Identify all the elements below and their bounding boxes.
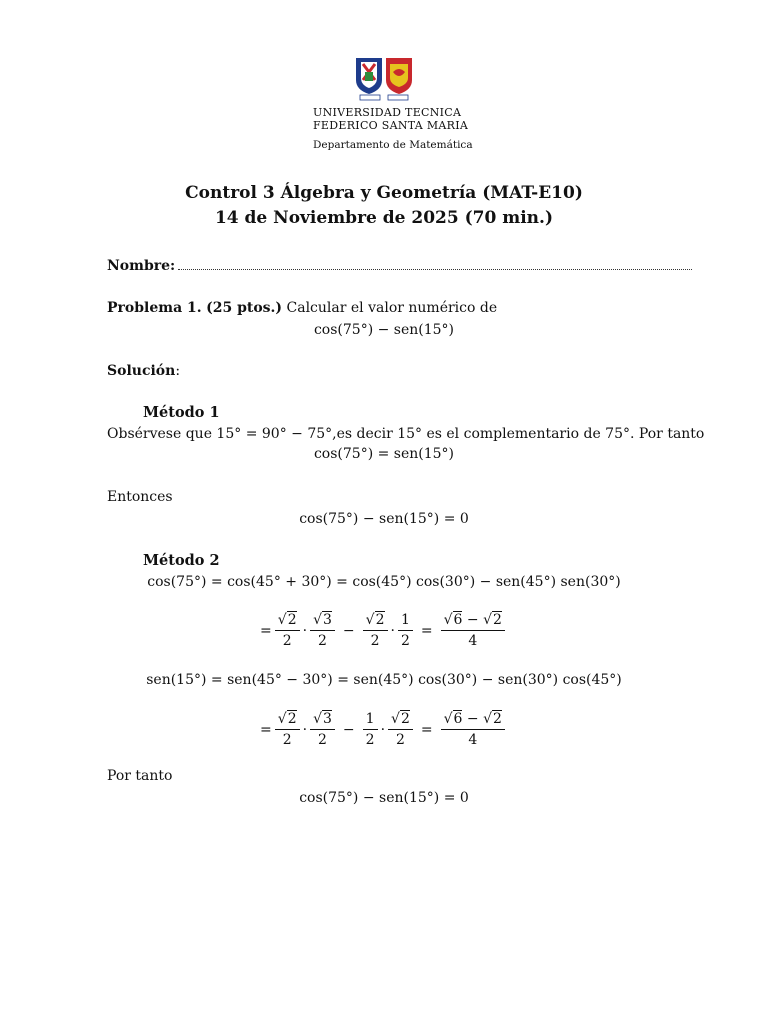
equals-sign: = xyxy=(260,721,272,738)
numerator: 3 xyxy=(323,612,332,628)
problem-points: (25 ptos.) xyxy=(206,300,283,316)
result-fraction: $\frac{√6 - √2}{4}$ xyxy=(441,711,505,748)
denominator: 4 xyxy=(468,633,478,649)
numerator: 3 xyxy=(323,711,332,727)
fraction: $\frac{√3}{2}$ xyxy=(310,711,335,748)
department-name: Departamento de Matemática xyxy=(313,139,473,151)
method1-title: Método 1 xyxy=(143,404,220,421)
dot-operator: · xyxy=(302,622,308,639)
university-name-line1: UNIVERSIDAD TECNICA xyxy=(313,106,462,119)
problem-text: Calcular el valor numérico de xyxy=(286,300,498,316)
solution-label: Solución xyxy=(107,363,176,379)
denominator: 2 xyxy=(318,732,327,748)
university-crest-logo xyxy=(354,56,414,102)
denominator: 2 xyxy=(400,633,410,649)
numerator-b: 2 xyxy=(493,711,502,727)
fraction xyxy=(398,612,413,649)
denominator: 2 xyxy=(282,732,292,748)
numerator: 2 xyxy=(287,612,297,628)
minus-operator: − xyxy=(462,711,484,727)
exam-date: 14 de Noviembre de 2025 (70 min.) xyxy=(214,208,554,228)
then-label: Entonces xyxy=(107,489,173,505)
therefore-label: Por tanto xyxy=(107,768,173,784)
method1-equation: cos(75°) = sen(15°) xyxy=(313,446,455,462)
university-name xyxy=(313,106,468,132)
dot-operator: · xyxy=(302,721,308,738)
fraction: $\frac{√2}{2}$ xyxy=(275,711,300,748)
minus-operator: − xyxy=(342,721,355,738)
fraction: $\frac{√2}{2}$ xyxy=(363,612,388,649)
dot-operator: · xyxy=(380,721,386,738)
denominator: 2 xyxy=(318,633,327,649)
dot-operator: · xyxy=(390,622,395,639)
problem-expression: cos(75°) − sen(15°) xyxy=(313,322,455,338)
fraction: $\frac{√2}{2}$ xyxy=(275,612,300,649)
numerator: 2 xyxy=(287,711,297,727)
fraction: $\frac{√3}{2}$ xyxy=(310,612,335,649)
numerator: 2 xyxy=(400,711,410,727)
denominator: 2 xyxy=(395,732,405,748)
numerator: 1 xyxy=(363,711,378,730)
minus-operator: − xyxy=(462,612,484,628)
cos75-fraction-equation xyxy=(0,612,768,649)
numerator: 2 xyxy=(375,612,385,628)
sen15-fraction-equation xyxy=(0,711,768,748)
solution-heading xyxy=(107,363,180,379)
numerator-a: 6 xyxy=(453,711,463,727)
equals-sign: = xyxy=(260,622,272,639)
name-dotted-line xyxy=(178,259,692,270)
final-result: cos(75°) − sen(15°) = 0 xyxy=(299,790,469,806)
sen15-expansion: sen(15°) = sen(45° − 30°) = sen(45°) cos(30°) − sen(30°) cos(45°) xyxy=(146,672,622,688)
denominator: 4 xyxy=(468,732,478,748)
fraction xyxy=(363,711,378,748)
university-name-line2: FEDERICO SANTA MARIA xyxy=(313,119,469,132)
fraction: $\frac{√2}{2}$ xyxy=(388,711,413,748)
numerator-a: 6 xyxy=(453,612,463,628)
result-fraction: $\frac{√6 - √2}{4}$ xyxy=(441,612,505,649)
problem-label: Problema 1. xyxy=(107,300,202,316)
method1-result: cos(75°) − sen(15°) = 0 xyxy=(299,511,469,527)
name-field xyxy=(107,258,692,274)
minus-operator: − xyxy=(342,622,355,639)
method2-title: Método 2 xyxy=(143,552,220,569)
numerator-b: 2 xyxy=(493,612,502,628)
exam-title: Control 3 Álgebra y Geometría (MAT-E10) xyxy=(185,183,583,203)
numerator: 1 xyxy=(398,612,413,631)
solution-colon: : xyxy=(175,363,181,379)
denominator: 2 xyxy=(365,732,375,748)
denominator: 2 xyxy=(370,633,380,649)
cos75-expansion: cos(75°) = cos(45° + 30°) = cos(45°) cos(30°) − sen(45°) sen(30°) xyxy=(147,574,621,590)
problem-statement xyxy=(107,300,497,316)
equals-sign: = xyxy=(420,622,433,639)
method1-text: Obsérvese que 15° = 90° − 75°,es decir 15° es el complementario de 75°. Por tanto xyxy=(107,426,705,442)
equals-sign: = xyxy=(420,721,433,738)
denominator: 2 xyxy=(282,633,292,649)
name-label: Nombre: xyxy=(107,258,176,274)
